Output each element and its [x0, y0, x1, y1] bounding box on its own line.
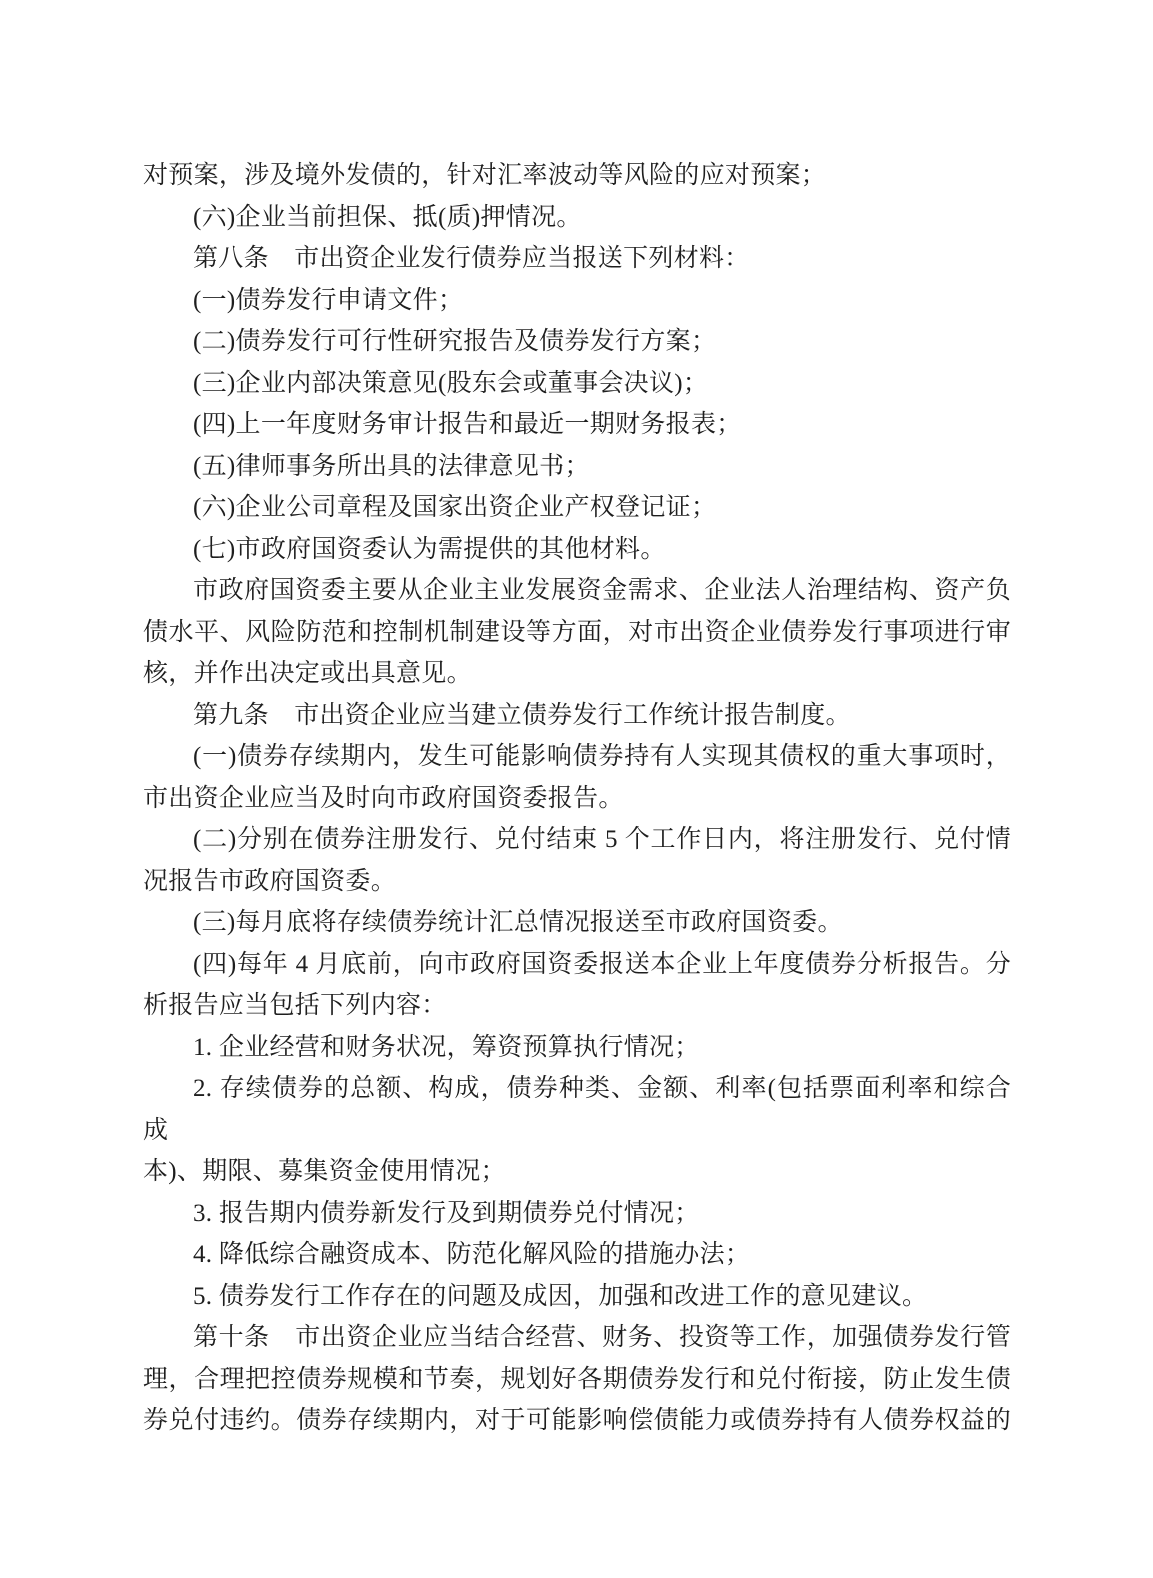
text-line: 债水平、风险防范和控制机制建设等方面，对市出资企业债券发行事项进行审 [143, 618, 1011, 646]
text-line: 第八条 市出资企业发行债券应当报送下列材料： [193, 245, 750, 272]
text-line: (二)债券发行可行性研究报告及债券发行方案； [193, 328, 717, 355]
text-line: (七)市政府国资委认为需提供的其他材料。 [193, 535, 666, 563]
text-line: (五)律师事务所出具的法律意见书； [193, 452, 590, 480]
text-line: 第九条 市出资企业应当建立债券发行工作统计报告制度。 [193, 701, 851, 729]
text-line: 1. 企业经营和财务状况，筹资预算执行情况； [193, 1033, 700, 1061]
text-line: 3. 报告期内债券新发行及到期债券兑付情况； [193, 1199, 700, 1227]
document-body [143, 155, 1011, 1442]
text-line: 对预案，涉及境外发债的，针对汇率波动等风险的应对预案； [143, 162, 827, 189]
text-line: (三)每月底将存续债券统计汇总情况报送至市政府国资委。 [193, 909, 843, 936]
text-line: (六)企业当前担保、抵(质)押情况。 [193, 203, 582, 231]
text-line: (一)债券存续期内，发生可能影响债券持有人实现其债权的重大事项时， [193, 743, 1011, 770]
text-line: 券兑付违约。债券存续期内，对于可能影响偿债能力或债券持有人债券权益的 [143, 1407, 1011, 1434]
text-line: 析报告应当包括下列内容： [143, 992, 447, 1019]
text-line: 市政府国资委主要从企业主业发展资金需求、企业法人治理结构、资产负 [193, 577, 1011, 604]
text-line: (四)上一年度财务审计报告和最近一期财务报表； [193, 411, 742, 438]
text-line: 2. 存续债券的总额、构成，债券种类、金额、利率(包括票面利率和综合成 [143, 1075, 1011, 1144]
text-line: 市出资企业应当及时向市政府国资委报告。 [143, 784, 624, 812]
text-line: 5. 债券发行工作存在的问题及成因，加强和改进工作的意见建议。 [193, 1282, 928, 1310]
text-line: 第十条 市出资企业应当结合经营、财务、投资等工作，加强债券发行管 [193, 1324, 1011, 1351]
text-line: 4. 降低综合融资成本、防范化解风险的措施办法； [193, 1241, 751, 1268]
text-line: 况报告市政府国资委。 [143, 867, 397, 895]
text-line: (一)债券发行申请文件； [193, 286, 464, 314]
text-line: 理，合理把控债券规模和节奏，规划好各期债券发行和兑付衔接，防止发生债 [143, 1365, 1011, 1393]
text-line: (二)分别在债券注册发行、兑付结束 5 个工作日内，将注册发行、兑付情 [193, 826, 1011, 853]
text-line: 本)、期限、募集资金使用情况； [143, 1158, 506, 1185]
text-line: (四)每年 4 月底前，向市政府国资委报送本企业上年度债券分析报告。分 [193, 950, 1011, 978]
text-line: (三)企业内部决策意见(股东会或董事会决议)； [193, 369, 709, 397]
text-line: (六)企业公司章程及国家出资企业产权登记证； [193, 494, 717, 521]
text-line: 核，并作出决定或出具意见。 [143, 660, 472, 687]
